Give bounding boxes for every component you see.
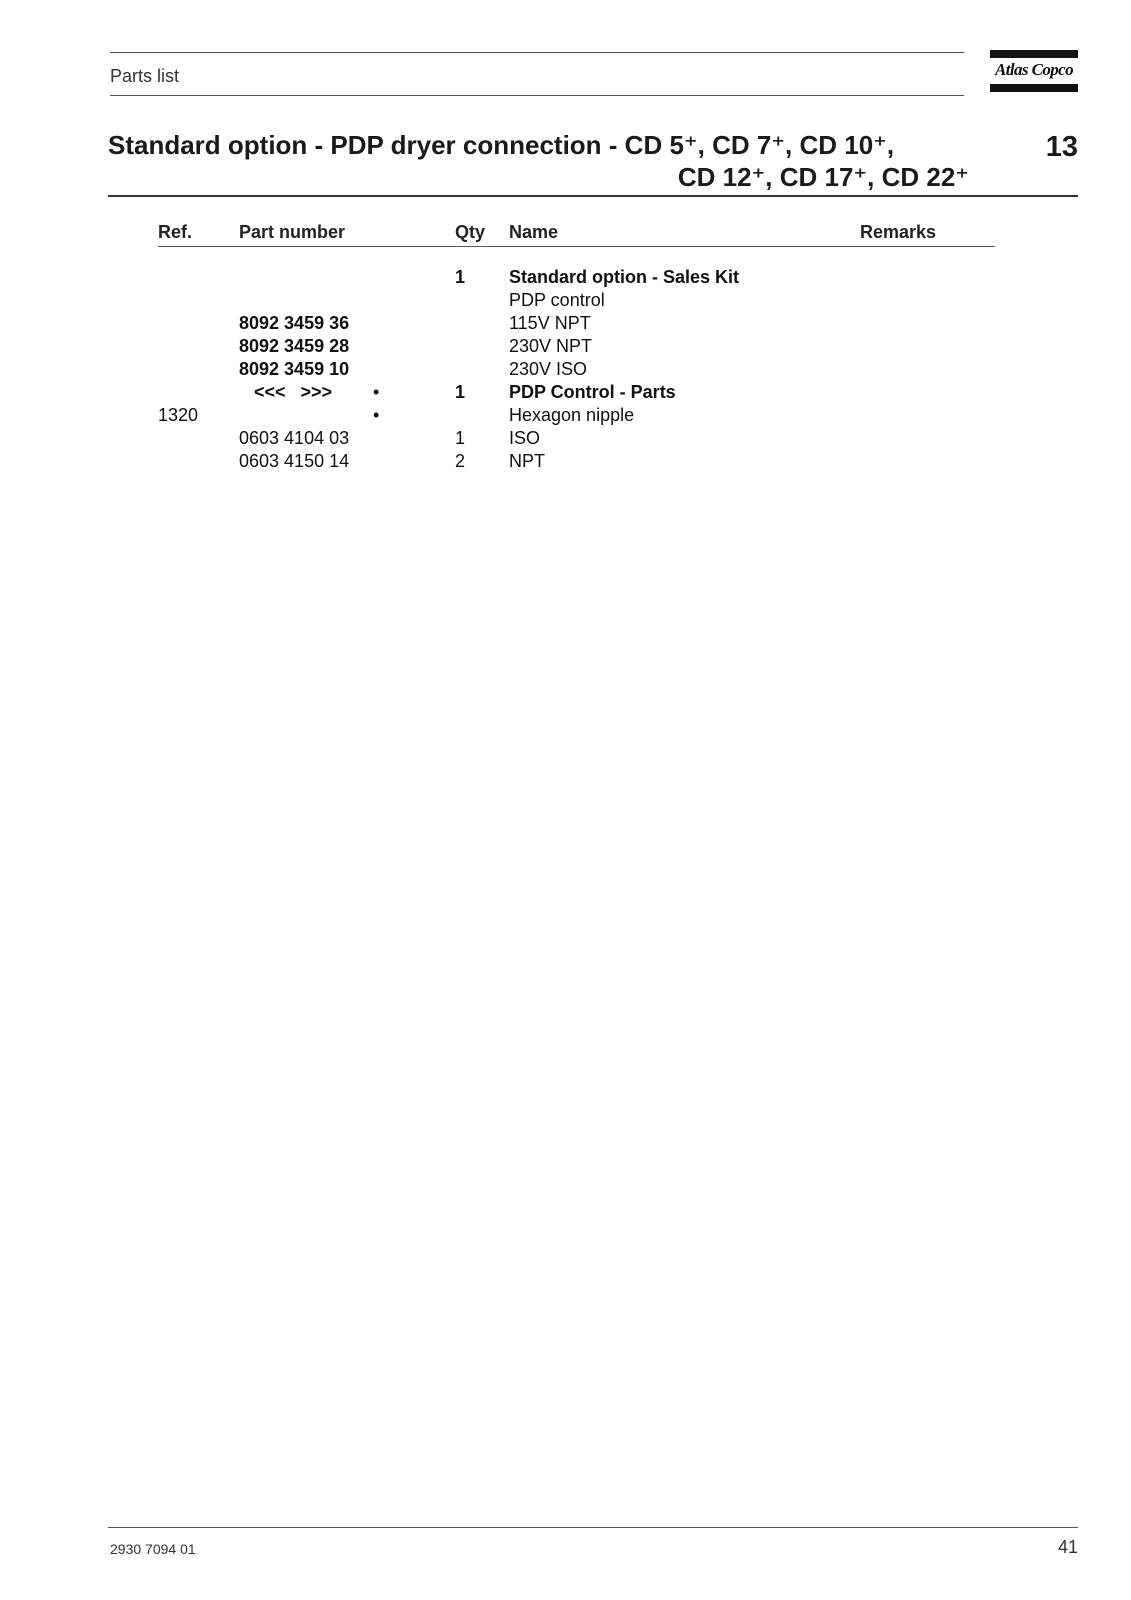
- cell-part-number: 8092 3459 10: [239, 359, 350, 379]
- footer-rule: [108, 1527, 1078, 1528]
- column-header-ref: Ref.: [158, 222, 193, 242]
- table-row: [0, 313, 1131, 336]
- document-number: 2930 7094 01: [110, 1541, 196, 1557]
- cell-name: NPT: [509, 451, 545, 471]
- table-row: [0, 336, 1131, 359]
- column-header-remarks: Remarks: [860, 222, 937, 242]
- logo-bottom-bar: [990, 84, 1078, 92]
- page-title-line-1: Standard option - PDP dryer connection - CD 5⁺, CD 7⁺, CD 10⁺,: [108, 130, 895, 160]
- table-row: [0, 451, 1131, 474]
- cell-ref: 1320: [158, 405, 199, 425]
- column-header-name: Name: [509, 222, 559, 242]
- cell-qty: 1: [455, 428, 466, 448]
- cell-part-number: 0603 4150 14: [239, 451, 350, 471]
- table-row: [0, 428, 1131, 451]
- cell-name: 230V NPT: [509, 336, 593, 356]
- cell-qty: 1: [455, 267, 466, 287]
- cell-part-number: 0603 4104 03: [239, 428, 350, 448]
- table-row: [0, 267, 1131, 290]
- cell-qty: 2: [455, 451, 466, 471]
- logo-top-bar: [990, 50, 1078, 58]
- cell-part-number: <<< >>>: [254, 382, 333, 402]
- cell-name: PDP control: [509, 290, 605, 310]
- cell-name: PDP Control - Parts: [509, 382, 676, 402]
- cell-part-number: 8092 3459 28: [239, 336, 350, 356]
- header-bottom-rule: [110, 95, 964, 96]
- section-number: 13: [1045, 131, 1078, 163]
- page-title-line-2: CD 12⁺, CD 17⁺, CD 22⁺: [677, 162, 969, 192]
- header-label: Parts list: [110, 66, 180, 86]
- logo-wordmark: Atlas Copco: [995, 60, 1073, 79]
- table-header-rule: [158, 246, 995, 247]
- cell-part-number: 8092 3459 36: [239, 313, 350, 333]
- cell-name: Hexagon nipple: [509, 405, 635, 425]
- table-row: [0, 405, 1131, 428]
- cell-qty: 1: [455, 382, 466, 402]
- cell-name: ISO: [509, 428, 541, 448]
- title-rule: [108, 195, 1078, 197]
- cell-name: 115V NPT: [509, 313, 591, 333]
- cell-marker: •: [373, 405, 380, 425]
- cell-marker: •: [373, 382, 380, 402]
- cell-name: 230V ISO: [509, 359, 588, 379]
- table-row: [0, 290, 1131, 313]
- page-number: 41: [1057, 1537, 1078, 1557]
- table-row: [0, 359, 1131, 382]
- table-row: [0, 382, 1131, 405]
- header-top-rule: [110, 52, 964, 53]
- atlas-copco-logo: [990, 50, 1078, 94]
- column-header-qty: Qty: [455, 222, 486, 242]
- cell-name: Standard option - Sales Kit: [509, 267, 740, 287]
- column-header-part-number: Part number: [239, 222, 346, 242]
